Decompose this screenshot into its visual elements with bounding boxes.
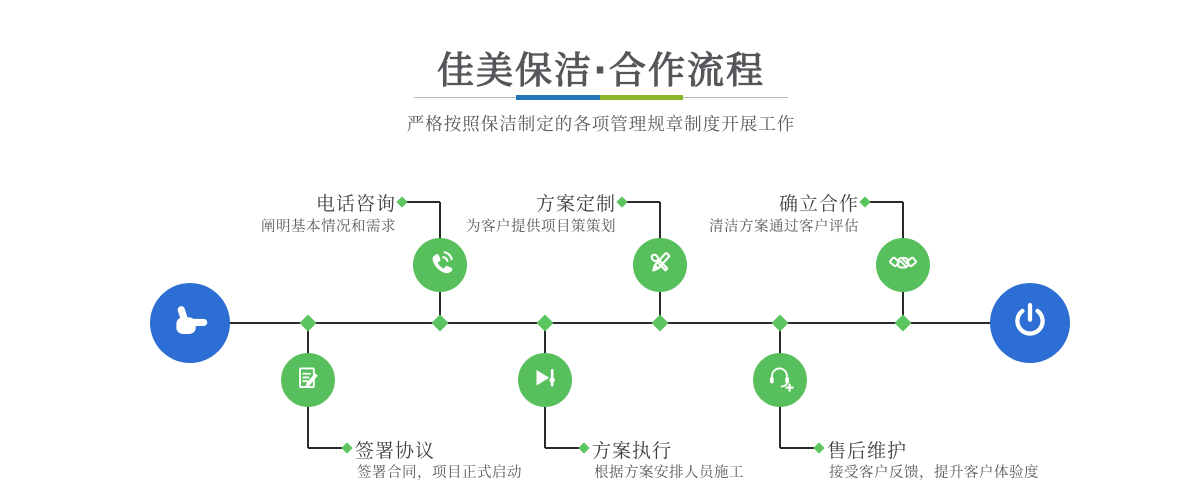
step-node: [876, 238, 930, 292]
step-caption: 为客户提供项目策策划: [466, 219, 616, 235]
page-subtitle: 严格按照保洁制定的各项管理规章制度开展工作: [406, 115, 796, 135]
connector-horizontal: [624, 201, 660, 203]
connector-horizontal: [545, 447, 581, 449]
step-caption: 接受客户反馈，提升客户体验度: [829, 465, 1039, 481]
step-caption: 根据方案安排人员施工: [594, 465, 744, 481]
timeline-diamond: [300, 315, 317, 332]
start-node: [150, 283, 230, 363]
step-title: 方案定制: [535, 193, 616, 215]
play-next-icon: [528, 361, 562, 399]
step-node: [633, 238, 687, 292]
step-title: 售后维护: [827, 440, 908, 462]
step-caption: 阐明基本情况和需求: [261, 219, 396, 235]
contract-pen-icon: [291, 361, 325, 399]
step-title: 方案执行: [592, 440, 673, 462]
label-diamond: [396, 196, 407, 207]
step-title: 电话咨询: [315, 193, 396, 215]
step-node: [281, 353, 335, 407]
timeline-diamond: [772, 315, 789, 332]
hand-pointer-icon: [167, 298, 213, 348]
power-icon: [1007, 298, 1053, 348]
step-node: [518, 353, 572, 407]
step-title: 签署协议: [355, 440, 436, 462]
timeline-diamond: [895, 315, 912, 332]
divider-accent-blue: [516, 95, 600, 100]
label-diamond: [341, 442, 352, 453]
label-diamond: [813, 442, 824, 453]
step-title: 确立合作: [778, 193, 859, 215]
label-diamond: [616, 196, 627, 207]
step-caption: 签署合同，项目正式启动: [357, 465, 522, 481]
step-caption: 清洁方案通过客户评估: [709, 219, 859, 235]
label-diamond: [578, 442, 589, 453]
handshake-icon: [885, 245, 921, 285]
end-node: [990, 283, 1070, 363]
phone-icon: [423, 246, 457, 284]
connector-horizontal: [780, 447, 816, 449]
timeline-diamond: [652, 315, 669, 332]
connector-horizontal: [867, 201, 903, 203]
timeline-line: [214, 322, 1006, 324]
timeline-diamond: [537, 315, 554, 332]
connector-horizontal: [404, 201, 440, 203]
step-node: [753, 353, 807, 407]
headset-plus-icon: [763, 361, 797, 399]
connector-horizontal: [308, 447, 344, 449]
divider-accent-green: [600, 95, 683, 100]
timeline-diamond: [432, 315, 449, 332]
label-diamond: [859, 196, 870, 207]
page-title: 佳美保洁·合作流程: [436, 49, 766, 92]
step-node: [413, 238, 467, 292]
pencil-tools-icon: [643, 246, 677, 284]
